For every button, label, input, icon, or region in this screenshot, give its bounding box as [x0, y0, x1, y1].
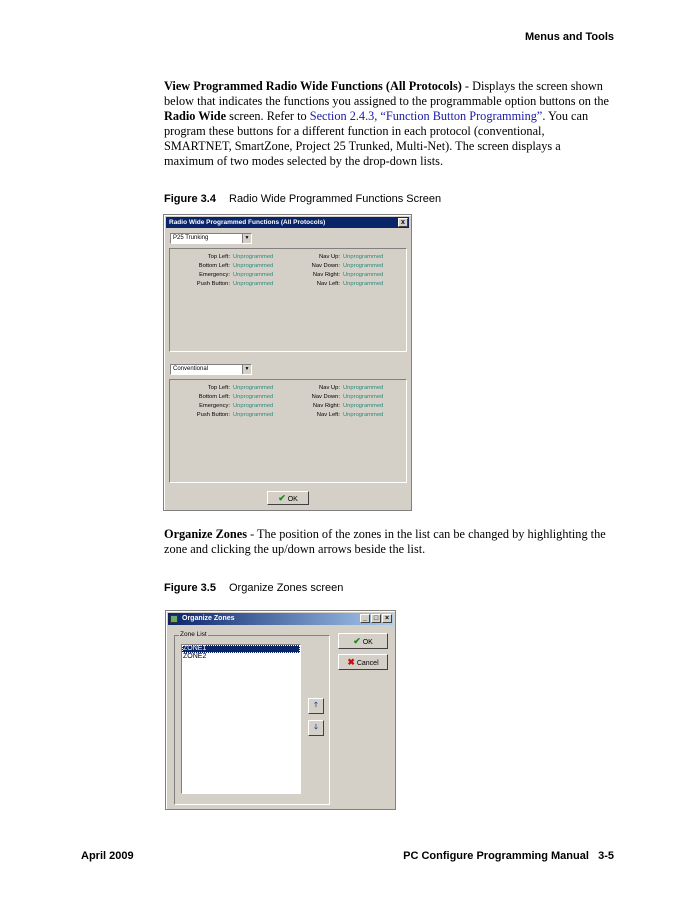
- ok-button[interactable]: [267, 491, 309, 505]
- section-link[interactable]: Section 2.4.3, “Function Button Programming”: [309, 109, 543, 123]
- figure-number: Figure 3.4: [164, 193, 216, 205]
- function-label: Push Button:: [196, 281, 230, 287]
- checkmark-icon: ✔: [353, 636, 361, 646]
- function-value: Unprogrammed: [233, 394, 274, 400]
- ok-button[interactable]: [338, 633, 388, 649]
- function-value: Unprogrammed: [233, 403, 274, 409]
- cancel-x-icon: ✖: [347, 657, 355, 667]
- footer-manual: [403, 850, 614, 862]
- figure-caption: [164, 582, 343, 594]
- function-label: Nav Left:: [316, 412, 340, 418]
- close-icon[interactable]: ×: [382, 614, 392, 623]
- figure-caption: [164, 193, 441, 205]
- function-value: Unprogrammed: [343, 385, 384, 391]
- function-value: Unprogrammed: [233, 272, 274, 278]
- app-icon: [170, 615, 178, 623]
- organize-zones-dialog: [165, 610, 396, 810]
- mode-select-value: P25 Trunking: [173, 235, 209, 241]
- maximize-icon[interactable]: □: [371, 614, 381, 623]
- dialog-title: Organize Zones: [182, 615, 235, 622]
- function-value: Unprogrammed: [233, 281, 274, 287]
- function-value: Unprogrammed: [343, 254, 384, 260]
- minimize-icon[interactable]: _: [360, 614, 370, 623]
- ok-label: OK: [287, 496, 298, 503]
- arrow-up-icon: 🡑: [314, 702, 318, 709]
- function-label: Nav Up:: [319, 254, 340, 260]
- function-value: Unprogrammed: [343, 403, 384, 409]
- paragraph-title: Organize Zones: [164, 527, 247, 541]
- paragraph-text: - Displays the screen shown below that indicates the functions you assigned to the programmable option buttons on the: [164, 79, 609, 108]
- mode-select-2[interactable]: [170, 364, 252, 375]
- title-bar: [168, 613, 393, 625]
- function-value: Unprogrammed: [233, 412, 274, 418]
- function-label: Push Button:: [196, 412, 230, 418]
- function-value: Unprogrammed: [343, 412, 384, 418]
- title-bar: [166, 217, 409, 228]
- function-label: Bottom Left:: [198, 263, 230, 269]
- move-down-button[interactable]: [308, 720, 324, 736]
- function-value: Unprogrammed: [343, 263, 384, 269]
- function-label: Nav Right:: [312, 272, 340, 278]
- page-number: 3-5: [598, 850, 614, 862]
- function-value: Unprogrammed: [233, 254, 274, 260]
- figure-title: Organize Zones screen: [229, 582, 344, 594]
- function-label: Nav Up:: [319, 385, 340, 391]
- function-label: Nav Down:: [311, 263, 340, 269]
- paragraph-text: - The position of the zones in the list can be changed by highlighting the zone and clicking the up/down arrows beside the list.: [164, 527, 606, 556]
- function-label: Emergency:: [199, 403, 230, 409]
- footer-manual-title: PC Configure Programming Manual: [403, 850, 589, 862]
- paragraph-organize-zones: [164, 527, 612, 557]
- dialog-title: Radio Wide Programmed Functions (All Protocols): [169, 219, 326, 226]
- mode-select-1[interactable]: [170, 233, 252, 244]
- function-value: Unprogrammed: [233, 263, 274, 269]
- paragraph-text: . You can program these buttons for a different function in each protocol (conventional, SMARTNET, SmartZone, Project 25 Trunked, Multi-Net). The screen displays a maximum of two modes selected by the drop-down lists.: [164, 109, 589, 168]
- move-up-button[interactable]: [308, 698, 324, 714]
- ok-label: OK: [362, 639, 373, 646]
- bold-term: Radio Wide: [164, 109, 227, 123]
- function-label: Bottom Left:: [198, 394, 230, 400]
- functions-panel-2: [169, 379, 407, 483]
- list-item[interactable]: ZONE2: [183, 653, 207, 660]
- figure-number: Figure 3.5: [164, 582, 216, 594]
- zone-listbox[interactable]: [181, 644, 301, 794]
- chevron-down-icon[interactable]: ▼: [242, 234, 251, 243]
- function-label: Top Left:: [207, 385, 230, 391]
- function-value: Unprogrammed: [343, 272, 384, 278]
- close-icon[interactable]: x: [398, 218, 408, 227]
- mode-select-value: Conventional: [173, 366, 209, 372]
- functions-panel-1: [169, 248, 407, 352]
- function-value: Unprogrammed: [343, 394, 384, 400]
- figure-title: Radio Wide Programmed Functions Screen: [229, 193, 442, 205]
- radio-wide-functions-dialog: [163, 214, 412, 511]
- function-label: Top Left:: [207, 254, 230, 260]
- zone-list-group: [174, 631, 330, 805]
- paragraph-title: View Programmed Radio Wide Functions (All Protocols): [164, 79, 462, 93]
- function-label: Nav Right:: [312, 403, 340, 409]
- running-header: Menus and Tools: [524, 31, 614, 43]
- function-value: Unprogrammed: [233, 385, 274, 391]
- group-label: Zone List: [180, 631, 207, 638]
- paragraph-text: screen. Refer to: [226, 109, 310, 123]
- checkmark-icon: ✔: [278, 493, 286, 503]
- function-value: Unprogrammed: [343, 281, 384, 287]
- cancel-button[interactable]: [338, 654, 388, 670]
- function-label: Emergency:: [199, 272, 230, 278]
- function-label: Nav Left:: [316, 281, 340, 287]
- paragraph-view-functions: [164, 79, 612, 169]
- function-label: Nav Down:: [311, 394, 340, 400]
- footer-date: April 2009: [81, 850, 134, 862]
- arrow-down-icon: 🡓: [314, 724, 318, 731]
- list-item[interactable]: ZONE1: [182, 645, 300, 653]
- chevron-down-icon[interactable]: ▼: [242, 365, 251, 374]
- cancel-label: Cancel: [356, 660, 379, 667]
